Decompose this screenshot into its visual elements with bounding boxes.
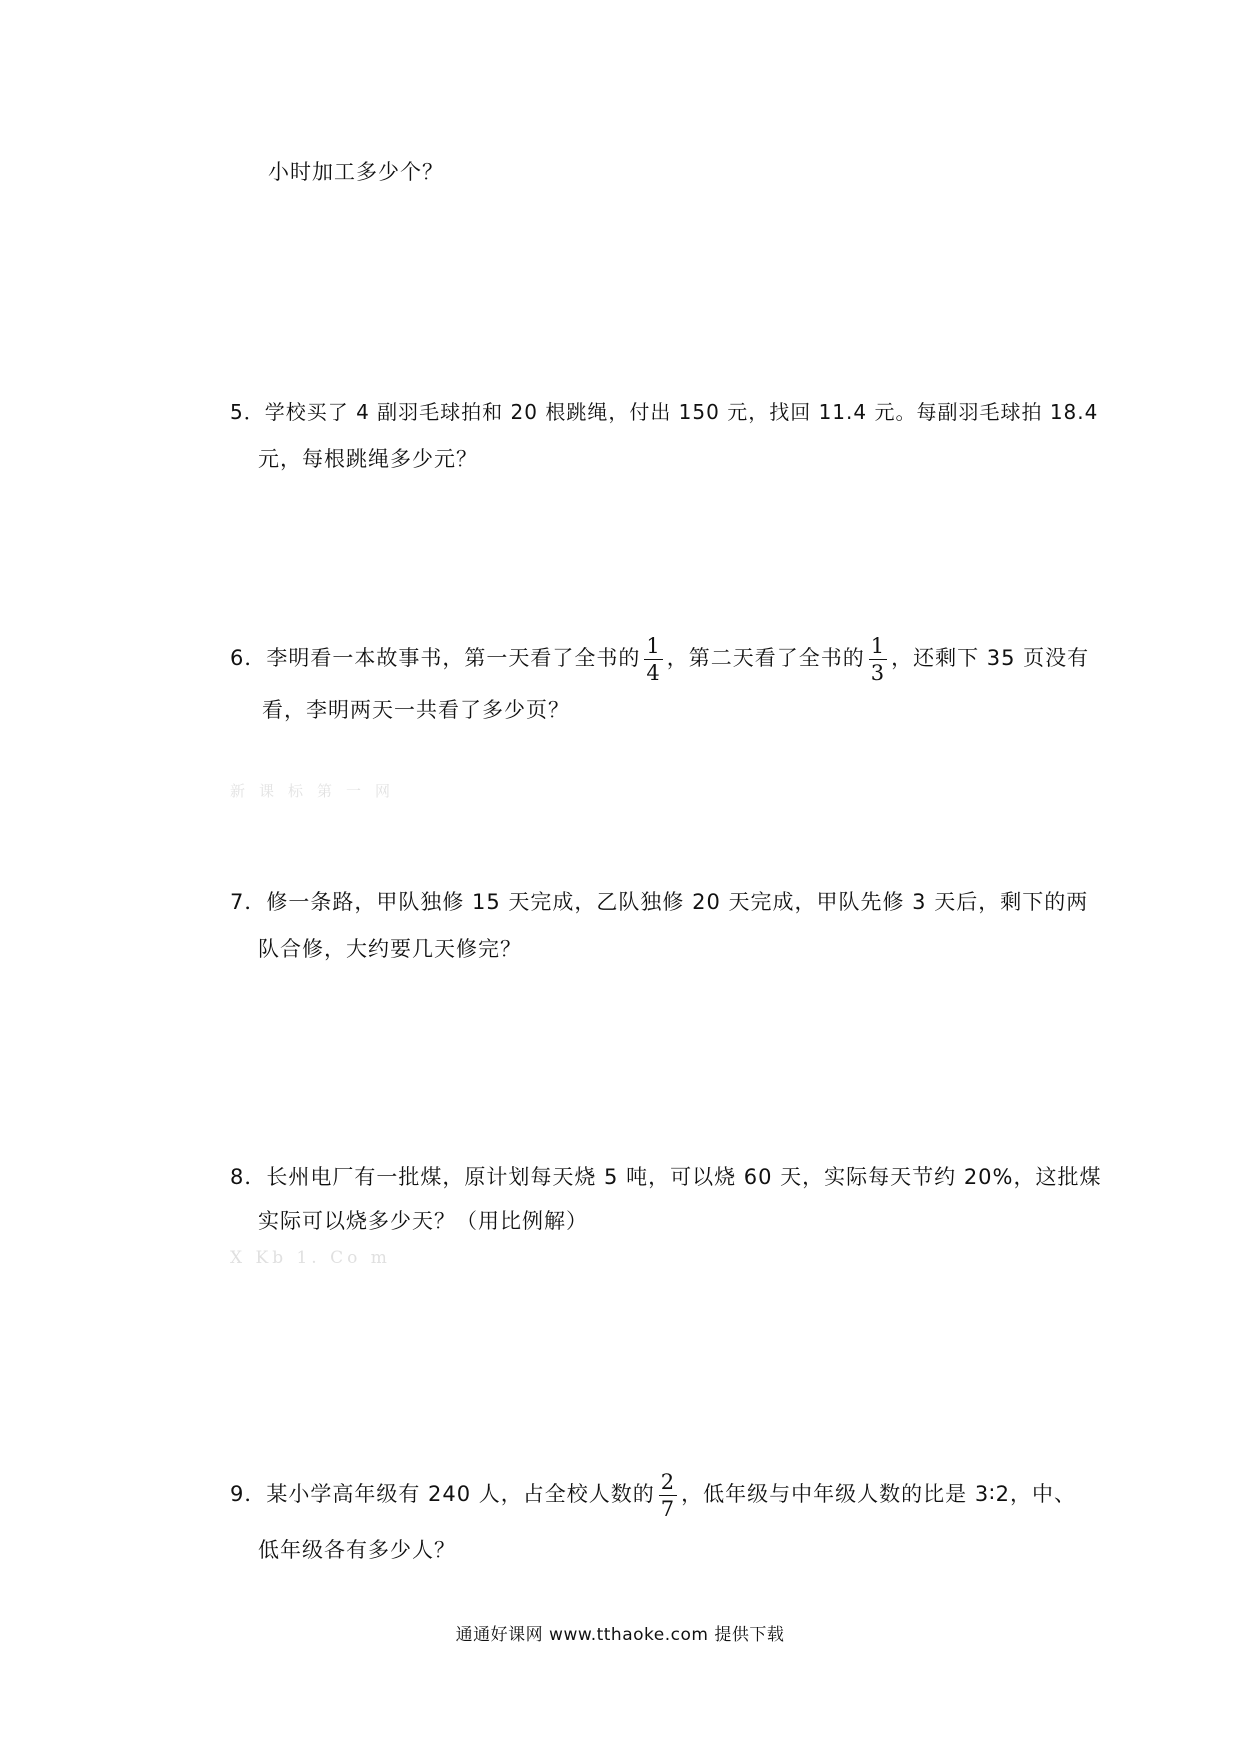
question-9-text-pre: 9．某小学高年级有 240 人，占全校人数的 bbox=[230, 1482, 655, 1506]
question-6-text-pre: 6．李明看一本故事书，第一天看了全书的 bbox=[230, 646, 641, 670]
fraction-denominator: 4 bbox=[646, 660, 661, 685]
fraction-bar bbox=[644, 659, 662, 660]
fraction-denominator: 3 bbox=[870, 660, 886, 685]
question-7-line-2: 队合修，大约要几天修完？ bbox=[258, 937, 522, 961]
fraction-bar bbox=[869, 659, 887, 660]
question-9-line-1 bbox=[230, 1464, 1076, 1524]
fraction-denominator: 7 bbox=[660, 1496, 676, 1521]
fraction-numerator: 2 bbox=[660, 1469, 676, 1494]
fraction-one-quarter bbox=[644, 634, 662, 685]
fraction-two-sevenths bbox=[659, 1470, 677, 1521]
question-6-line-1 bbox=[230, 628, 1089, 688]
watermark-xinkebiao: 新课标第一网 bbox=[230, 782, 405, 800]
question-8-line-1: 8．长州电厂有一批煤，原计划每天烧 5 吨，可以烧 60 天，实际每天节约 20%，这批煤 bbox=[230, 1165, 1102, 1189]
question-6-text-mid: ，第二天看了全书的 bbox=[666, 646, 865, 670]
question-7-line-1: 7．修一条路，甲队独修 15 天完成，乙队独修 20 天完成，甲队先修 3 天后，剩下的两 bbox=[230, 890, 1089, 914]
question-9-line-2: 低年级各有多少人？ bbox=[258, 1538, 456, 1562]
watermark-xkb1: X Kb 1. Co m bbox=[230, 1248, 391, 1268]
footer-download-note: 通通好课网 www.tthaoke.com 提供下载 bbox=[455, 1625, 785, 1645]
question-6-line-2: 看，李明两天一共看了多少页？ bbox=[262, 698, 570, 722]
fraction-numerator: 1 bbox=[870, 633, 886, 658]
question-5-line-2: 元，每根跳绳多少元？ bbox=[258, 447, 478, 471]
question-8-line-2: 实际可以烧多少天？（用比例解） bbox=[258, 1209, 588, 1233]
continuation-text: 小时加工多少个？ bbox=[268, 160, 444, 184]
question-9-text-post: ，低年级与中年级人数的比是 3∶2，中、 bbox=[681, 1482, 1077, 1506]
fraction-numerator: 1 bbox=[646, 633, 661, 658]
question-5-line-1: 5．学校买了 4 副羽毛球拍和 20 根跳绳，付出 150 元，找回 11.4 元。每副羽毛球拍 18.4 bbox=[230, 400, 1099, 424]
fraction-one-third bbox=[869, 634, 887, 685]
fraction-bar bbox=[659, 1495, 677, 1496]
question-6-text-post: ，还剩下 35 页没有 bbox=[891, 646, 1090, 670]
